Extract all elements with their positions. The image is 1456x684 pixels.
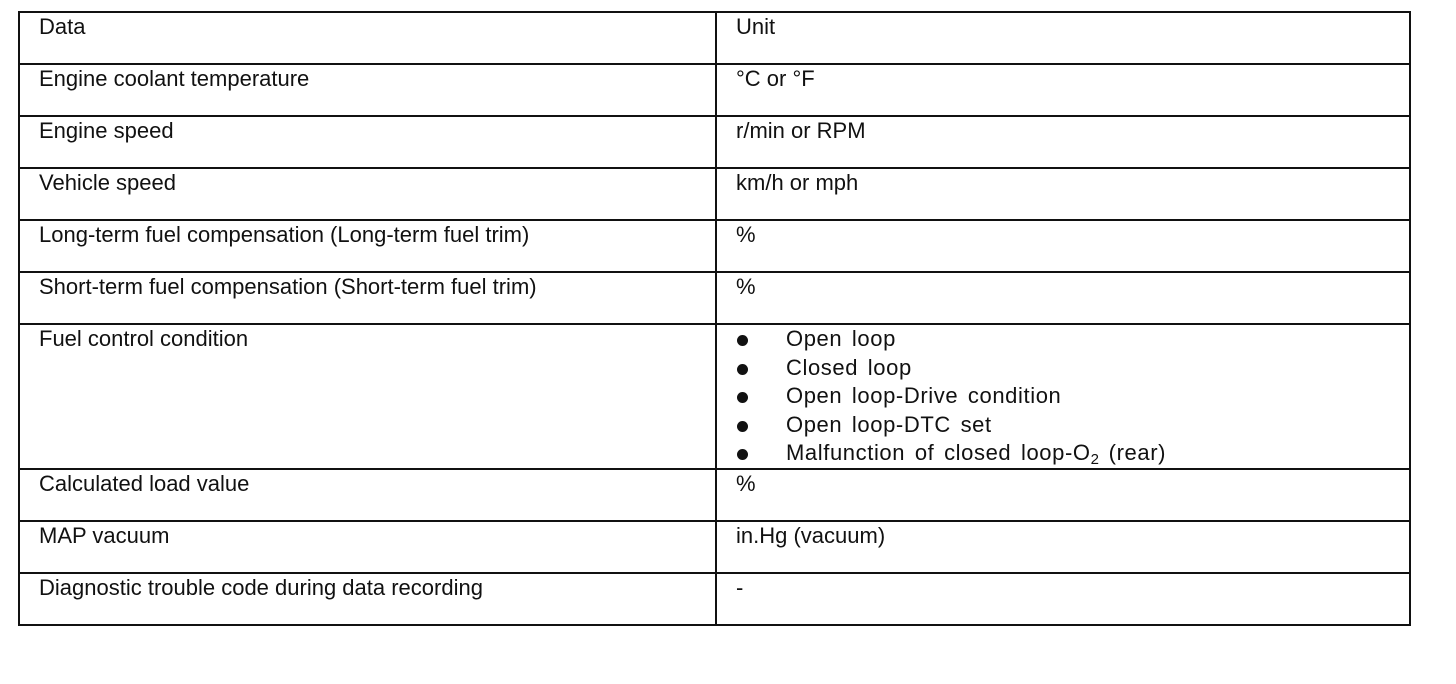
data-cell: Diagnostic trouble code during data recording <box>19 573 716 625</box>
data-cell: Long-term fuel compensation (Long-term fuel trim) <box>19 220 716 272</box>
table-row <box>19 116 1410 168</box>
list-item-text: Open loop-DTC set <box>786 411 992 437</box>
table-row <box>19 324 1410 469</box>
list-item <box>736 439 1390 468</box>
unit-cell: % <box>716 220 1410 272</box>
unit-cell: r/min or RPM <box>716 116 1410 168</box>
bullet-icon <box>737 449 748 460</box>
data-cell: Fuel control condition <box>19 324 716 469</box>
header-data-cell: Data <box>19 12 716 64</box>
table-row <box>19 521 1410 573</box>
bullet-icon <box>737 335 748 346</box>
fuel-condition-list <box>736 325 1390 468</box>
list-item-text: Open loop <box>786 326 896 351</box>
table-header-row <box>19 12 1410 64</box>
table-row <box>19 64 1410 116</box>
unit-cell: % <box>716 469 1410 521</box>
bullet-icon <box>737 392 748 403</box>
data-cell: Short-term fuel compensation (Short-term fuel trim) <box>19 272 716 324</box>
table-row <box>19 272 1410 324</box>
bullet-icon <box>737 421 748 432</box>
list-item <box>736 411 1390 440</box>
list-item <box>736 354 1390 383</box>
data-unit-table <box>18 11 1411 626</box>
subscript-text: 2 <box>1090 451 1099 468</box>
unit-cell: °C or °F <box>716 64 1410 116</box>
table-row <box>19 469 1410 521</box>
list-item <box>736 325 1390 354</box>
table-row <box>19 573 1410 625</box>
data-cell: Engine coolant temperature <box>19 64 716 116</box>
list-item-text: Open loop-Drive condition <box>786 383 1062 408</box>
unit-cell: km/h or mph <box>716 168 1410 220</box>
list-item-text-prefix: Malfunction of closed loop-O <box>786 440 1091 465</box>
data-cell: Vehicle speed <box>19 168 716 220</box>
list-item-text: Closed loop <box>786 354 912 380</box>
data-cell: MAP vacuum <box>19 521 716 573</box>
unit-cell-list <box>716 324 1410 469</box>
table-row <box>19 168 1410 220</box>
data-cell: Calculated load value <box>19 469 716 521</box>
unit-cell: - <box>716 573 1410 625</box>
unit-cell: % <box>716 272 1410 324</box>
list-item <box>736 382 1390 411</box>
bullet-icon <box>737 364 748 375</box>
list-item-text-suffix: (rear) <box>1098 440 1167 465</box>
table-row <box>19 220 1410 272</box>
data-cell: Engine speed <box>19 116 716 168</box>
unit-cell: in.Hg (vacuum) <box>716 521 1410 573</box>
header-unit-cell: Unit <box>716 12 1410 64</box>
